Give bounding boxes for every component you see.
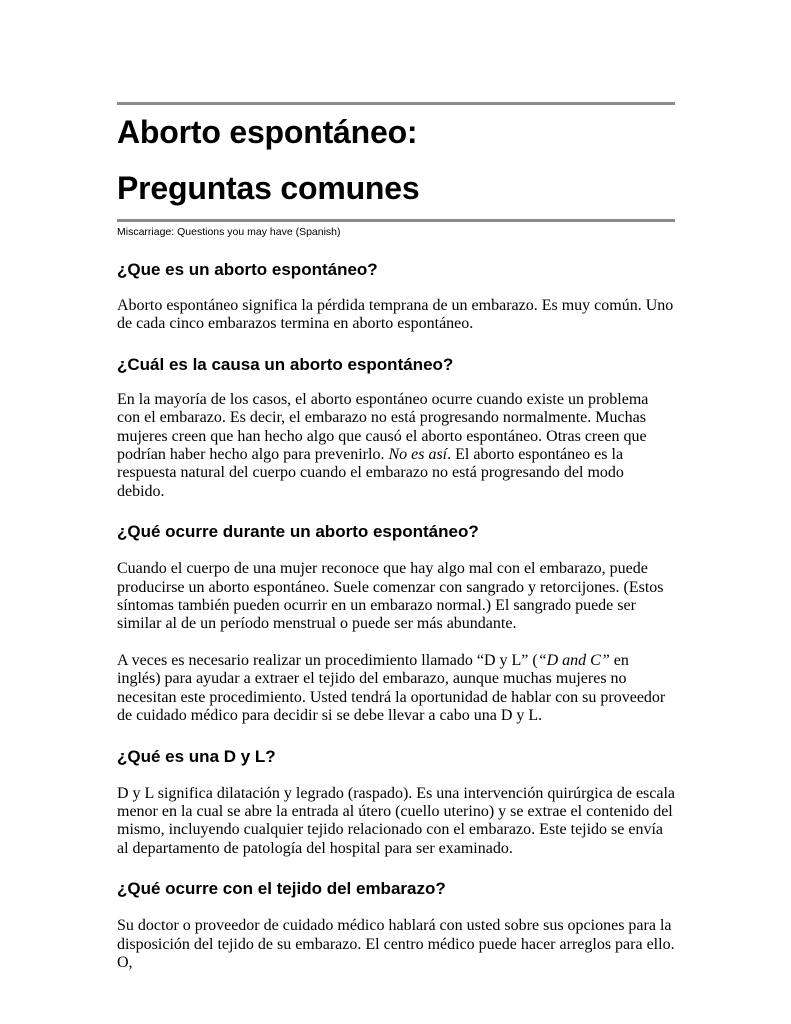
paragraph-text: en inglés) para ayudar a extraer el tejido del embarazo, aunque muchas mujeres no necesitan este procedimiento. Usted tendrá la oportunidad de hablar con su proveedor de cuidado médico para decidir si se debe llevar a cabo una D y L. [117, 651, 666, 725]
section-paragraph: Aborto espontáneo significa la pérdida temprana de un embarazo. Es muy común. Uno de cada cinco embarazos termina en aborto espontáneo. [117, 297, 674, 333]
top-rule [117, 102, 675, 105]
document-title [117, 112, 675, 208]
section-heading-what-is-miscarriage: ¿Que es un aborto espontáneo? [117, 260, 378, 279]
paragraph-emphasis: “D and C” [537, 651, 610, 669]
paragraph-text: A veces es necesario realizar un procedimiento llamado “D y L” ( [117, 651, 538, 669]
section-paragraph: Cuando el cuerpo de una mujer reconoce que hay algo mal con el embarazo, puede producirse un aborto espontáneo. Suele comenzar con sangrado y retorcijones. (Estos síntomas también pueden ocurrir en un embarazo normal.) El sangrado puede ser similar al de un período menstrual o puede ser más abundante. [117, 560, 664, 633]
section-heading-what-happens: ¿Qué ocurre durante un aborto espontáneo? [117, 522, 479, 542]
section-heading-cause: ¿Cuál es la causa un aborto espontáneo? [117, 354, 454, 374]
bottom-rule [117, 219, 675, 222]
title-line-1: Aborto espontáneo: [117, 114, 418, 150]
section-heading-what-is-dl: ¿Qué es una D y L? [117, 746, 276, 766]
section-paragraph: Su doctor o proveedor de cuidado médico hablará con usted sobre sus opciones para la disposición del tejido de su embarazo. El centro médico puede hacer arreglos para ello. O, [117, 917, 675, 971]
paragraph-emphasis: No es así [388, 446, 448, 464]
section-paragraph [117, 391, 675, 501]
title-line-2: Preguntas comunes [117, 170, 420, 206]
paragraph-text: En la mayoría de los casos, el aborto espontáneo ocurre cuando existe un problema con el embarazo. Es decir, el embarazo no está progresando normalmente. Muchas mujeres creen que han hecho algo que causó el aborto espontáneo. Otras creen que podrían haber hecho algo para prevenirlo. [117, 390, 649, 464]
paragraph-text: . El aborto espontáneo es la respuesta natural del cuerpo cuando el embarazo no está progresando del modo debido. [117, 446, 624, 500]
section-paragraph: D y L significa dilatación y legrado (raspado). Es una intervención quirúrgica de escala menor en la cual se abre la entrada al útero (cuello uterino) y se extrae el contenido del mismo, incluyendo cualquier tejido relacionado con el embarazo. Este tejido se envía al departamento de patología del hospital para ser examinado. [117, 784, 676, 857]
document-page [117, 102, 675, 972]
english-subtitle: Miscarriage: Questions you may have (Spanish) [117, 226, 341, 238]
section-heading-tissue: ¿Qué ocurre con el tejido del embarazo? [117, 879, 446, 899]
section-paragraph [117, 652, 675, 726]
